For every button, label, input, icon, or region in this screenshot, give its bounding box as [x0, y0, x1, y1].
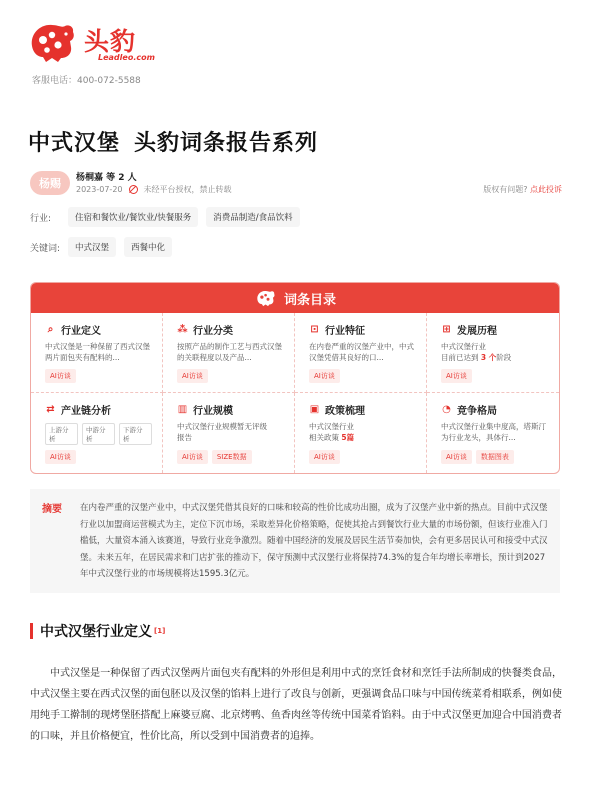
report-prompt: [483, 184, 562, 195]
catalog-item-desc: [441, 341, 549, 363]
catalog-item-features[interactable]: [295, 313, 427, 393]
industry-tag[interactable]: 住宿和餐饮业/餐饮业/快餐服务: [68, 207, 198, 227]
pie-icon: ◔: [442, 404, 451, 415]
copyright-notice: 未经平台授权，禁止转载: [143, 185, 232, 194]
history-icon: ⊞: [442, 324, 451, 335]
catalog-item-policy[interactable]: [295, 393, 427, 473]
brand-logo[interactable]: [28, 18, 155, 70]
ai-interview-chip[interactable]: AI访谈: [177, 450, 208, 464]
ai-interview-chip[interactable]: AI访谈: [309, 450, 340, 464]
catalog-item-title: 行业规模: [193, 406, 233, 417]
catalog-item-title: 发展历程: [457, 326, 497, 337]
catalog-item-desc: 中式汉堡行业规模暂无评级报告: [177, 422, 267, 442]
leopard-logo-icon: [28, 20, 78, 64]
catalog-item-classification[interactable]: [163, 313, 295, 393]
title-series: 头豹词条报告系列: [134, 131, 319, 156]
ai-interview-chip[interactable]: AI访谈: [441, 369, 472, 383]
feature-icon: ⊡: [310, 324, 319, 335]
page-title: [28, 126, 318, 157]
catalog-item-chain[interactable]: [31, 393, 163, 473]
brand-domain: Leadleo.com: [98, 53, 155, 62]
policy-count: 5篇: [341, 433, 355, 442]
search-icon: ⌕: [47, 324, 54, 335]
catalog-item-title: 行业分类: [193, 326, 233, 337]
abstract-box: [30, 489, 560, 593]
industry-label: 行业:: [30, 213, 52, 224]
desc-suffix: 阶段: [496, 353, 512, 362]
abstract-label: 摘要: [42, 504, 62, 515]
catalog-item-definition[interactable]: [31, 313, 163, 393]
catalog-item-title: 行业定义: [61, 326, 101, 337]
catalog-item-desc: 按照产品的制作工艺与西式汉堡的关联程度以及产品...: [177, 342, 282, 362]
publish-date: 2023-07-20: [76, 185, 123, 194]
catalog-item-title: 产业链分析: [61, 406, 111, 417]
desc-line: 中式汉堡行业: [309, 422, 354, 431]
author-name[interactable]: 杨桐嘉 等 2 人: [76, 173, 137, 183]
title-main: 中式汉堡: [28, 131, 121, 156]
leopard-logo-icon: [254, 289, 278, 307]
catalog-title: 词条目录: [283, 292, 336, 308]
catalog-header: [31, 283, 559, 313]
data-chart-chip[interactable]: 数据图表: [476, 450, 514, 464]
industry-row: [30, 207, 308, 227]
upstream-tag[interactable]: 上游分析: [45, 423, 78, 445]
catalog-item-title: 政策梳理: [325, 406, 365, 417]
chain-icon: ⇄: [46, 404, 55, 415]
desc-line: 中式汉堡行业: [441, 342, 486, 351]
keyword-tag[interactable]: 中式汉堡: [68, 237, 116, 257]
desc-line: 目前已达到: [441, 353, 479, 362]
brand-name: 头豹: [84, 27, 137, 56]
service-phone: 客服电话：400-072-5588: [32, 76, 141, 86]
report-question: 版权有问题?: [483, 185, 528, 194]
hierarchy-icon: ⁂: [177, 324, 188, 335]
catalog-item-desc: 中式汉堡是一种保留了西式汉堡两片面包夹有配料的...: [45, 342, 150, 362]
stage-count: 3 个: [480, 353, 497, 362]
section-body: 中式汉堡是一种保留了西式汉堡两片面包夹有配料的外形但是利用中式的烹饪食材和烹饪手法所制成的快餐类食品，中式汉堡主要在西式汉堡的面包胚以及汉堡的馅料上进行了改良与创新，更强调食品口味与中国传统菜肴相联系，例如使用纯手工擀制的现烤堡胚搭配上麻婆豆腐、北京烤鸭、鱼香肉丝等传统中国菜肴馅料。由于中式汉堡更加迎合中国消费者的口味，并且价格便宜，性价比高，所以受到中国消费者的追捧。: [30, 668, 562, 742]
ai-interview-chip[interactable]: AI访谈: [45, 450, 76, 464]
catalog-item-desc: 中式汉堡行业集中度高，塔斯汀为行业龙头，具体行...: [441, 422, 546, 442]
section-heading: [30, 621, 165, 641]
report-link[interactable]: 点此投诉: [530, 185, 562, 194]
catalog-item-title: 竞争格局: [457, 406, 497, 417]
catalog-item-competition[interactable]: [427, 393, 559, 473]
keyword-row: [30, 237, 180, 257]
section-accent-bar: [30, 623, 33, 639]
size-data-chip[interactable]: SIZE数据: [212, 450, 252, 464]
catalog-item-history[interactable]: [427, 313, 559, 393]
desc-line: 相关政策: [309, 433, 339, 442]
ai-interview-chip[interactable]: AI访谈: [309, 369, 340, 383]
midstream-tag[interactable]: 中游分析: [82, 423, 115, 445]
abstract-text: 在内卷严重的汉堡产业中，中式汉堡凭借其良好的口味和较高的性价比成功出圈，成为了汉堡产业中新的热点。目前中式汉堡行业以加盟商运营模式为主，定位下沉市场，采取差异化价格策略，促使其抢占到餐饮行业大量的市场份额，但该行业准入门槛低，大量资本涌入该赛道，导致行业竞争激烈。随着中国经济的发展及居民生活节奏加快，会有更多居民认可和接受中式汉堡。未来五年，在居民需求和门店扩张的推动下，保守预测中式汉堡行业将保持74.3%的复合年均增长率增长，预计到2027年中式汉堡行业的市场规模将达1595.3亿元。: [80, 503, 548, 579]
policy-icon: ▣: [309, 404, 320, 415]
ai-interview-chip[interactable]: AI访谈: [441, 450, 472, 464]
catalog-panel: [30, 282, 560, 474]
ai-interview-chip[interactable]: AI访谈: [177, 369, 208, 383]
forbidden-icon: [129, 185, 138, 194]
author-meta: [76, 184, 232, 195]
downstream-tag[interactable]: 下游分析: [119, 423, 152, 445]
catalog-item-desc: 在内卷严重的汉堡产业中，中式汉堡凭借其良好的口...: [309, 342, 414, 362]
bar-chart-icon: ▥: [177, 404, 188, 415]
section-title: 中式汉堡行业定义: [40, 624, 152, 640]
keyword-label: 关键词:: [30, 243, 61, 254]
ai-interview-chip[interactable]: AI访谈: [45, 369, 76, 383]
keyword-tag[interactable]: 西餐中化: [124, 237, 172, 257]
footnote-ref[interactable]: [1]: [154, 627, 166, 635]
catalog-item-desc: [309, 421, 416, 443]
industry-tag[interactable]: 消费品制造/食品饮料: [206, 207, 299, 227]
catalog-item-title: 行业特征: [325, 326, 365, 337]
catalog-item-scale[interactable]: [163, 393, 295, 473]
avatar[interactable]: 杨赐: [30, 171, 70, 195]
